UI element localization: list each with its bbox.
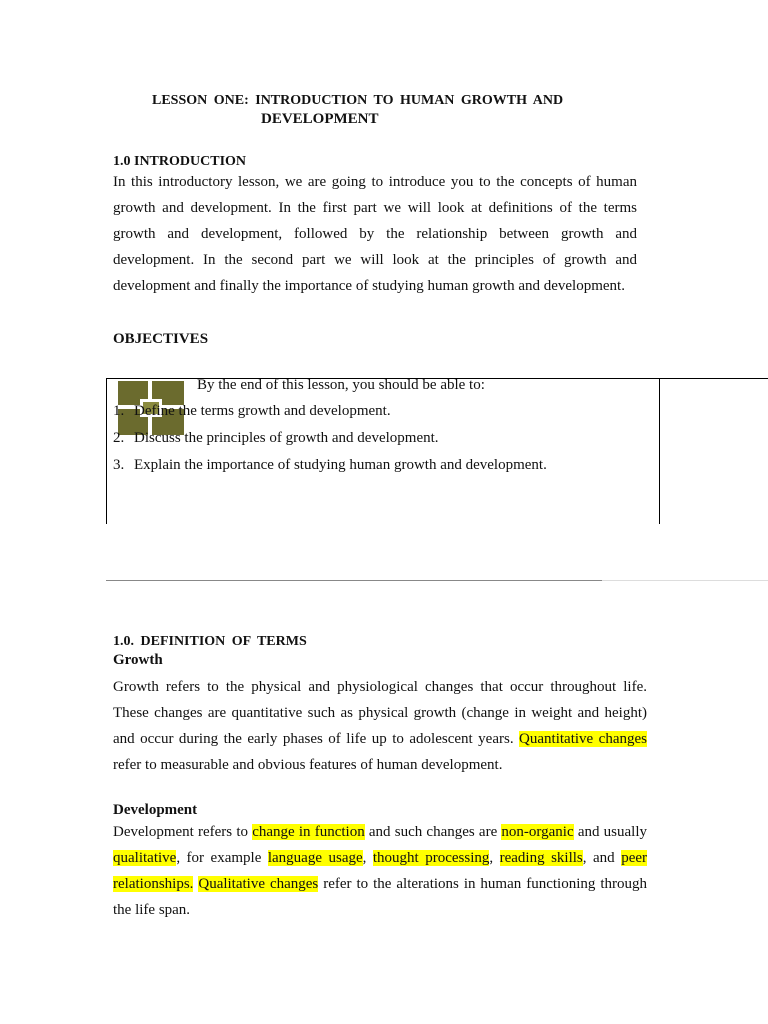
text-run: Development refers to [113,824,253,840]
text-run: , and [582,850,622,866]
highlight: qualitative [113,850,177,866]
intro-heading: 1.0 INTRODUCTION [113,154,247,169]
highlight: peer relationships. [113,850,647,892]
text-run: refer to measurable and obvious features of human development. [113,757,503,773]
list-item [113,454,547,481]
intro-paragraph: In this introductory lesson, we are going to introduce you to the concepts of human growth and development. In the first part we will look at definitions of the terms growth and development, followed by the relationship between growth and development. In the second part we will look at the principles of growth and development and finally the importance of studying human growth and development. [113,174,637,294]
highlight: Quantitative changes [519,731,647,747]
text-run: refer to the alterations in human functioning through the life span. [113,876,647,918]
list-item-text: Discuss the principles of growth and development. [134,430,439,446]
section-divider [106,580,602,581]
growth-paragraph [113,674,647,778]
objectives-heading: OBJECTIVES [113,331,209,347]
lesson-title-line1: LESSON ONE: INTRODUCTION TO HUMAN GROWTH AND [152,93,564,108]
highlight: reading skills [499,850,583,866]
section-divider-extension [602,580,768,581]
list-item-number: 3. [113,457,125,473]
objectives-list [113,400,547,481]
objectives-box-top-extension [660,378,768,379]
highlight: change in function [252,824,365,840]
text-run: Growth refers to the physical and physiological changes that occur throughout life. These changes are quantitative such as physical growth (change in weight and height) and occur during the early phases of life up to adolescent years. [113,679,647,747]
highlight: thought processing [372,850,490,866]
list-item-text: Explain the importance of studying human growth and development. [134,457,547,473]
highlight: non-organic [501,824,574,840]
text-run: and usually [573,824,647,840]
development-paragraph [113,819,647,923]
definitions-heading: 1.0. DEFINITION OF TERMS [113,634,307,649]
list-item [113,427,547,454]
objectives-intro: By the end of this lesson, you should be able to: [197,377,485,393]
development-heading: Development [113,802,198,818]
text-run: , for example [176,850,268,866]
list-item-number: 1. [113,403,125,419]
lesson-title-line2: DEVELOPMENT [261,111,379,127]
list-item-number: 2. [113,430,125,446]
text-run: and such changes are [364,824,502,840]
text-run: , [489,850,500,866]
list-item-text: Define the terms growth and development. [134,403,391,419]
list-item [113,400,547,427]
highlight: Qualitative changes [198,876,319,892]
highlight: language usage [267,850,363,866]
growth-heading: Growth [113,652,163,668]
text-run: , [362,850,373,866]
